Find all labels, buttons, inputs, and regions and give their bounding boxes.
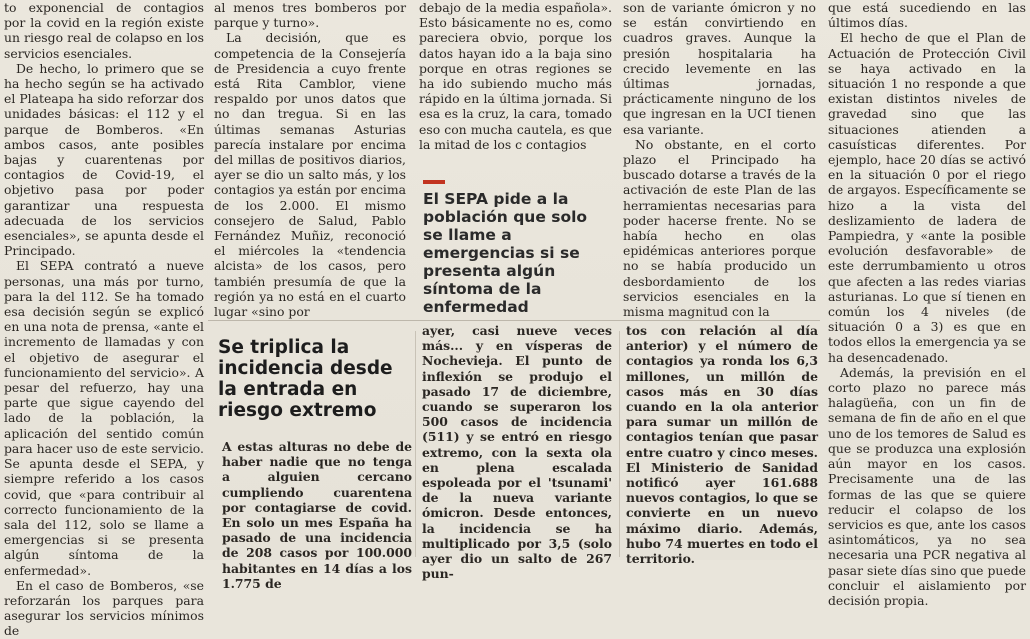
paragraph: Además, la previsión en el corto plazo no parece más halagüeña, con un fin de semana de fin de año en el que uno de los temores de Salud es que se produzca una explosión aún mayor en los casos. Precisamente una de las formas de las que se quiere reducir el colapso de los servicios es que, ante los casos asintomáticos, ya no sea necesaria una PCR negativa al pasar siete días sino que puede concluir el aislamiento por decisión propia. — [828, 364, 1026, 608]
paragraph: que está sucediendo en las últimos días. — [828, 0, 1026, 31]
sidebar-box — [208, 320, 820, 591]
box-column-1 — [222, 439, 412, 591]
paragraph: tos con relación al día anterior) y el número de contagios ya ronda los 6,3 millones, un millón de casos más en 30 días cuando en la ola anterior para sumar un millón de contagios tenían que pasar entre cuatro y cinco meses. El Ministerio de Sanidad notificó ayer 161.688 nuevos contagios, lo que se convierte en un nuevo máximo diario. Además, hubo 74 muertes en todo el territorio. — [626, 323, 818, 567]
paragraph: El hecho de que el Plan de Actuación de Protección Civil se haya activado en la situación 1 no responde a que existan distintos niveles de gravedad sino que las situaciones atienden a casuísticas diferentes. Por ejemplo, hace 20 días se activó en la situación 0 por el riego de argayos. Específicamente se hizo a la vista del deslizamiento de ladera de Pampiedra, y «ante la posible evolución desfavorable» de este derrumbamiento u otros que afecten a las redes viarias asturianas. Lo que sí tienen en común los 4 niveles (de situación 0 a 3) es que en todos ellos la emergencia ya se ha desencadenado. — [828, 30, 1026, 365]
box-headline: Se triplica la incidencia desde la entrada en riesgo extremo — [218, 337, 393, 421]
column-divider — [415, 331, 416, 557]
paragraph: ayer, casi nueve veces más... y en vísperas de Nochevieja. El punto de inflexión se produjo el pasado 17 de diciembre, cuando se superaron los 500 casos de incidencia (511) y se entró en riesgo extremo, con la sexta ola en plena escalada espoleada por el 'tsunami' de la nueva variante ómicron. Desde entonces, la incidencia se ha multiplicado por 3,5 (solo ayer dio un salto de 267 pun- — [422, 323, 612, 582]
accent-bar — [423, 180, 445, 184]
article-column-5 — [828, 0, 1026, 608]
pull-quote — [419, 180, 612, 316]
paragraph: to exponencial de contagios por la covid en la región existe un riesgo real de colapso en los servicios esenciales. — [4, 0, 204, 61]
paragraph: No obstante, en el corto plazo el Principado ha buscado dotarse a través de la activación de este Plan de las herramientas necesarias para poder hacerse frente. No se había hecho en olas epidémicas anteriores porque no se había producido un desbordamiento de los servicios esenciales en la misma magnitud con la — [623, 136, 816, 320]
paragraph: A estas alturas no debe de haber nadie que no tenga a alguien cercano cumpliendo cuarentena por contagiarse de covid. En solo un mes España ha pasado de una incidencia de 208 casos por 100.000 habitantes en 14 días a los 1.775 de — [222, 439, 412, 591]
paragraph: son de variante ómicron y no se están convirtiendo en cuadros graves. Aunque la presión hospitalaria ha crecido levemente en las últimas jornadas, prácticamente ninguno de los que ingresan en la UCI tienen esa variante. — [623, 0, 816, 137]
article-column-3 — [419, 0, 612, 152]
box-column-2 — [422, 323, 612, 581]
article-column-4 — [623, 0, 816, 319]
paragraph: debajo de la media española». Esto básicamente no es, como pareciera obvio, porque los datos hayan ido a la baja sino porque en otras regiones se ha ido subiendo mucho más rápido en la última jornada. Si esa es la cruz, la cara, tomado eso con mucha cautela, es que la mitad de los c contagios — [419, 0, 612, 152]
pull-quote-text: El SEPA pide a la población que solo se llame a emergencias si se presenta algún síntoma de la enfermedad — [423, 190, 588, 316]
article-column-1 — [4, 0, 204, 639]
paragraph: al menos tres bomberos por parque y turno». — [214, 0, 406, 31]
column-divider — [619, 331, 620, 557]
article-column-2 — [214, 0, 406, 319]
paragraph: En el caso de Bomberos, «se reforzarán los parques para asegurar los servicios mínimos de — [4, 577, 204, 639]
paragraph: La decisión, que es competencia de la Consejería de Presidencia a cuyo frente está Rita Camblor, viene respaldo por unos datos que no dan tregua. Si en las últimas semanas Asturias parecía instalare por encima del millas de positivos diarios, ayer se dio un salto más, y los contagios ya están por encima de los 2.000. El mismo consejero de Salud, Pablo Fernández Muñiz, reconoció el miércoles la «tendencia alcista» de los casos, pero también presumía de que la región ya no está en el cuarto lugar «sino por — [214, 30, 406, 320]
paragraph: El SEPA contrató a nueve personas, una más por turno, para la del 112. Se ha tomado esa decisión según se explicó en una nota de prensa, «ante el incremento de llamadas y con el objetivo de asegurar el funcionamiento del servicio». A pesar del refuerzo, hay una parte que sigue cayendo del lado de la población, la aplicación del sentido común para hacer uso de este servicio. Se apunta desde el SEPA, y siempre referido a los casos covid, que «para contribuir al correcto funcionamiento de la sala del 112, solo se llame a emergencias si se presenta algún síntoma de la enfermedad». — [4, 258, 204, 578]
paragraph: De hecho, lo primero que se ha hecho según se ha activado el Plateapa ha sido reforzar dos unidades básicas: el 112 y el parque de Bomberos. «En ambos casos, ante posibles bajas y cuarentenas por contagios de Covid-19, el objetivo pasa por poder garantizar una respuesta adecuada de los servicios esenciales», se apunta desde el Principado. — [4, 60, 204, 259]
box-column-3 — [626, 323, 818, 566]
